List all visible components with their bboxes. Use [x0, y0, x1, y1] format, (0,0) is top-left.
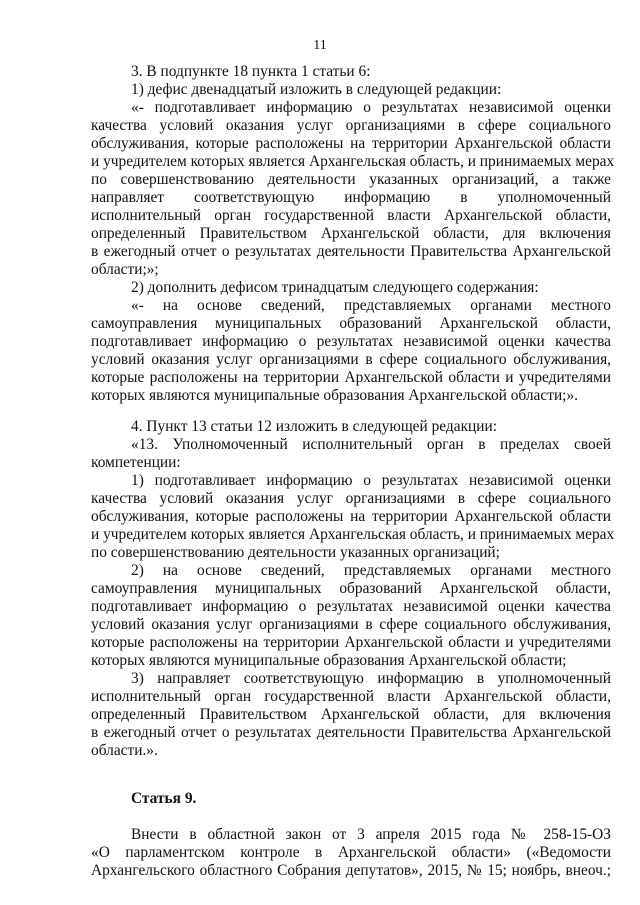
text-line: и учредителем которых является Архангельская область, и принимаемых мерах — [91, 153, 615, 170]
text-line: обслуживания, которые расположены на территории Архангельской области — [91, 508, 611, 525]
text-line: качества условий оказания услуг организациями в сфере социального — [91, 490, 611, 507]
text-line: определенный Правительством Архангельской области, для включения — [91, 706, 611, 723]
text-line: по совершенствованию деятельности указанных организаций; — [91, 544, 500, 561]
text-line: компетенции: — [91, 454, 181, 471]
text-line: самоуправления муниципальных образований Архангельской области, — [91, 315, 611, 332]
text-line: качества условий оказания услуг организациями в сфере социального — [91, 117, 611, 134]
text-line: Архангельского областного Собрания депутатов», 2015, № 15; ноябрь, внеоч.; — [91, 862, 611, 879]
text-line: которые расположены на территории Архангельской области и учредителями — [91, 634, 611, 651]
text-line: 1) подготавливает информацию о результатах независимой оценки — [131, 472, 611, 489]
text-line: условий оказания услуг организациями в сфере социального обслуживания, — [91, 616, 611, 633]
text-line: по совершенствованию деятельности указанных организаций, а также — [91, 171, 611, 188]
text-line: которых являются муниципальные образования Архангельской области; — [91, 652, 567, 669]
text-line: 4. Пункт 13 статьи 12 изложить в следующей редакции: — [131, 418, 498, 435]
text-line: которые расположены на территории Архангельской области и учредителями — [91, 369, 611, 386]
text-line: подготавливает информацию о результатах независимой оценки качества — [91, 333, 611, 350]
text-line: «О парламентском контроле в Архангельской области» («Ведомости — [91, 844, 611, 861]
text-line: Внести в областной закон от 3 апреля 2015 года № 258-15-ОЗ — [131, 826, 611, 843]
text-line: «- на основе сведений, представляемых органами местного — [131, 297, 611, 314]
text-line: исполнительный орган государственной власти Архангельской области, — [91, 688, 611, 705]
text-line: 2) на основе сведений, представляемых органами местного — [131, 562, 611, 579]
text-line: области;»; — [91, 261, 159, 278]
text-line: «- подготавливает информацию о результатах независимой оценки — [131, 99, 611, 116]
text-line: в ежегодный отчет о результатах деятельности Правительства Архангельской — [91, 243, 611, 260]
text-line: подготавливает информацию о результатах независимой оценки качества — [91, 598, 611, 615]
article-heading: Статья 9. — [131, 790, 197, 807]
text-line: самоуправления муниципальных образований Архангельской области, — [91, 580, 611, 597]
text-line: области.». — [91, 742, 158, 759]
text-line: определенный Правительством Архангельской области, для включения — [91, 225, 611, 242]
text-line: 3) направляет соответствующую информацию в уполномоченный — [131, 670, 611, 687]
text-line: «13. Уполномоченный исполнительный орган в пределах своей — [131, 436, 611, 453]
text-line: направляет соответствующую информацию в уполномоченный — [91, 189, 611, 206]
text-line: которых являются муниципальные образования Архангельской области;». — [91, 387, 579, 404]
text-line: 2) дополнить дефисом тринадцатым следующего содержания: — [131, 279, 539, 296]
text-line: 3. В подпункте 18 пункта 1 статьи 6: — [131, 63, 371, 80]
text-line: исполнительный орган государственной власти Архангельской области, — [91, 207, 611, 224]
text-line: и учредителем которых является Архангельская область, и принимаемых мерах — [91, 526, 615, 543]
text-line: условий оказания услуг организациями в сфере социального обслуживания, — [91, 351, 611, 368]
text-line: в ежегодный отчет о результатах деятельности Правительства Архангельской — [91, 724, 611, 741]
text-line: обслуживания, которые расположены на территории Архангельской области — [91, 135, 611, 152]
page-number: 11 — [313, 38, 327, 53]
text-line: 1) дефис двенадцатый изложить в следующей редакции: — [131, 81, 502, 98]
